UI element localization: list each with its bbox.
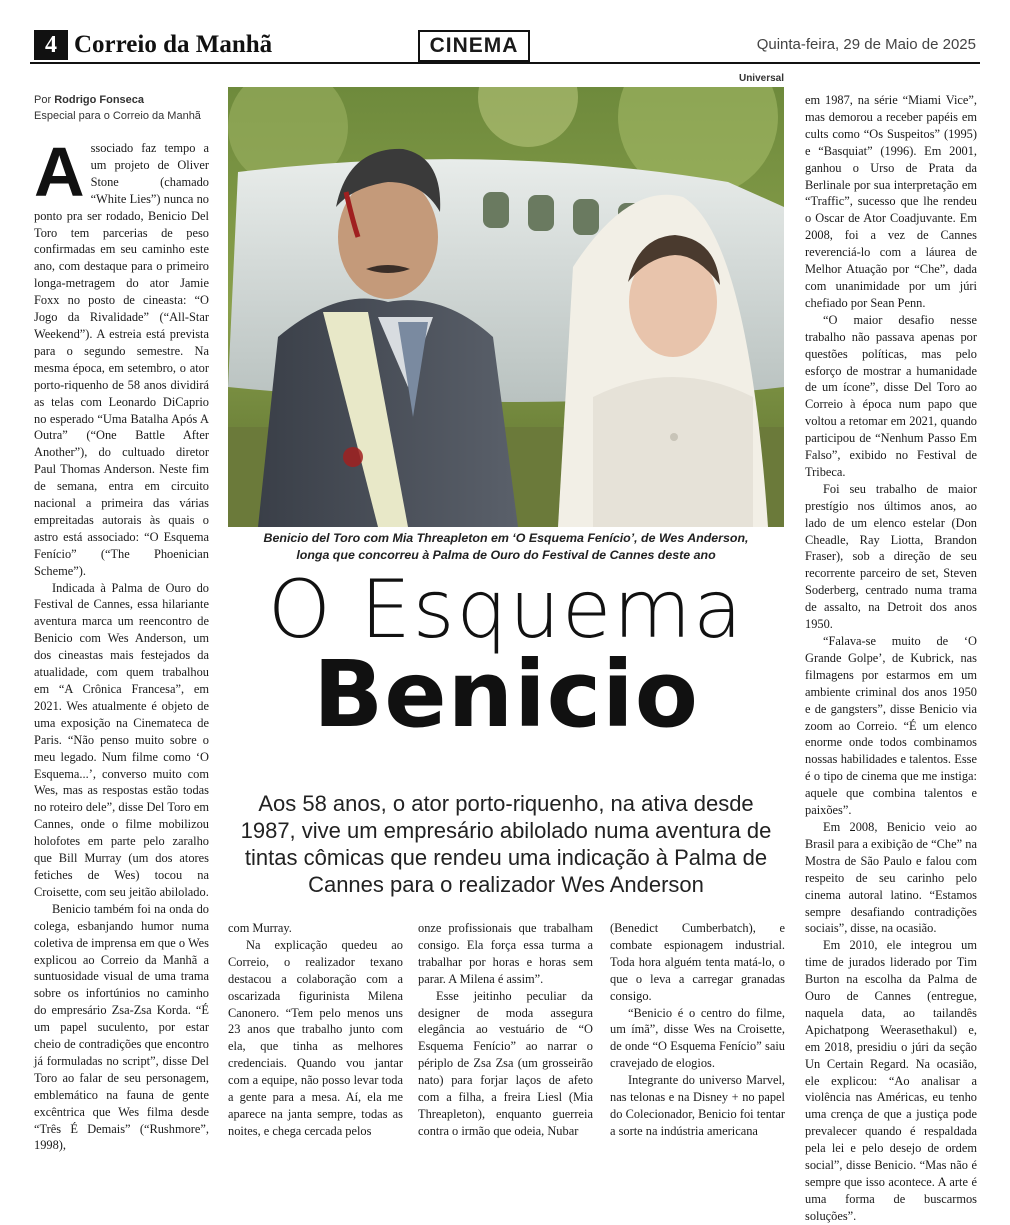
headline-line-2: Benicio	[313, 641, 699, 748]
paragraph: onze profissionais que trabalham consigo. Ela força essa turma a trabalhar por horas e horas sem parar. A Milena é assim”.	[418, 921, 593, 986]
film-still-image	[228, 87, 784, 527]
paragraph: (Benedict Cumberbatch), e combate espionagem industrial. Toda hora alguém tenta matá-lo, o que o leva a carregar granadas consigo.	[610, 921, 785, 1003]
byline-prefix: Por	[34, 94, 55, 106]
paragraph: Em 2008, Benicio veio ao Brasil para a exibição de “Che” na Mostra de São Paulo e falou com respeito de seu carinho pelo cinema autoral latino. “Estamos sempre desafiando contradições sociais”, disse, na ocasião.	[805, 819, 977, 936]
paragraph: Esse jeitinho peculiar da designer de moda assegura elegância ao vestuário de “O Esquema Fenício” ao narrar o périplo de Zsa Zsa (um grosseirão nato) para forjar laços de afeto com a filha, a freira Liesl (Mia Threapleton), enquanto guerreia contra o irmão que odeia, Nubar	[418, 988, 593, 1138]
paragraph: Indicada à Palma de Ouro do Festival de Cannes, essa hilariante aventura marca um reencontro de Benicio com Wes Anderson, um dos cineastas mais festejados da atualidade, com quem trabalhou em “A Crônica Francesa”, em 2021. Wes atualmente é objeto de uma exposição na Cinemateca de Paris. “Não penso muito sobre o meu legado. Num filme como ‘O Esquema...’, converso muito com Wes, mas as respostas estão todas no roteiro dele”, disse Del Toro em Cannes, onde o filme mobilizou holofotes em parte pelo zaralho que Bill Murray (um dos atores fetiches de Wes) tocou na Croisette, com seu jeitão abilolado.	[34, 580, 209, 899]
article-column-4	[610, 920, 785, 1140]
paragraph: em 1987, na série “Miami Vice”, mas demorou a receber papéis em cults como “Os Suspeitos” (1995) e “Basquiat” (1996). Em 2001, ganhou o Urso de Prata da Berlinale por sua interpretação em “Traffic”, sucesso que lhe rendeu o Oscar de Ator Coadjuvante. Em 2008, foi a vez de Cannes reverenciá-lo com a láurea de Melhor Atuação por “Che”, dada com unanimidade por um júri chefiado por Sean Penn.	[805, 93, 977, 310]
byline-author: Rodrigo Fonseca	[54, 94, 145, 106]
article-column-3	[418, 920, 593, 1140]
caption-line: longa que concorreu à Palma de Ouro do Festival de Cannes deste ano	[296, 548, 716, 562]
photo-credit: Universal	[738, 73, 784, 84]
article-column-5	[805, 92, 977, 1225]
page-number: 4	[34, 30, 68, 60]
caption-line: Benicio del Toro com Mia Threapleton em ‘O Esquema Fenício’, de Wes Anderson,	[263, 531, 749, 545]
paragraph: Em 2010, ele integrou um time de jurados liderado por Tim Burton na escolha da Palma de Ouro de Cannes (entregue, naquela data, ao tailandês Apichatpong Weerasethakul) e, em 2018, presidiu o júri da seção Un Certain Regard. Na ocasião, ele explicou: “Ao analisar a violência nas Américas, eu tenho uma crença de que a justiça pode prevalecer quando é respaldada pela lei e pelo desejo de ordem social”, disse Benicio. “Mas não é sempre que isso acontece. A arte é uma forma de buscarmos soluções”.	[805, 938, 977, 1223]
article-photo	[228, 87, 784, 527]
paragraph: com Murray.	[228, 921, 292, 935]
photo-caption	[228, 530, 784, 564]
paragraph: Na explicação quedeu ao Correio, o realizador texano destacou a colaboração com a oscarizada figurinista Milena Canonero. “Tem pelo menos uns 23 anos que trabalho junto com ela, que tinha as melhores credenciais. Quando vou jantar com a equipe, não posso levar toda a gente para a mesa. Aí, ela me aparece na janta sempre, todas as noites, e chega cercada pelos	[228, 937, 403, 1138]
paragraph: “Benicio é o centro do filme, um ímã”, disse Wes na Croisette, de onde “O Esquema Fenício” saiu cravejado de elogios.	[610, 1005, 785, 1071]
headline-subtitle: Aos 58 anos, o ator porto-riquenho, na ativa desde 1987, vive um empresário abilolado numa aventura de tintas cômicas que rendeu uma indicação à Palma de Cannes para o realizador Wes Anderson	[240, 791, 772, 897]
paragraph: Benicio também foi na onda do colega, esbanjando humor numa coletiva de imprensa em que o Wes explicou ao Correio da Manhã a suntuosidade visual de uma trama sobre os infortúnios no caminho do empresário Zsa-Zsa Korda. “É um papel suculento, por estar cheio de contradições que encontro já formuladas no script”, disse Del Toro ao falar de seu personagem, emblemático na fauna de gente excêntrica que Wes filma desde “Três É Demais” (“Rushmore”, 1998),	[34, 901, 209, 1153]
headline-line-1: O Esquema	[267, 563, 745, 656]
article-column-1	[34, 133, 209, 1153]
paragraph	[34, 133, 209, 580]
byline-role: Especial para o Correio da Manhã	[34, 110, 201, 122]
paragraph: “Falava-se muito de ‘O Grande Golpe’, de Kubrick, nas filmagens por estarmos em um ambiente criminal dos anos 1950 e de gangsters”, disse Benicio via zoom ao Correio. “É um elenco enorme onde todos combinamos nossas habilidades e talentos. Esse é o tipo de cinema que me instiga: aquele que combina talentos e paixões”.	[805, 634, 977, 818]
byline	[34, 92, 201, 124]
article-column-2	[228, 920, 403, 1140]
drop-cap: A	[34, 133, 85, 211]
paragraph: Integrante do universo Marvel, nas telonas e na Disney + no papel do Colecionador, Benicio foi tentar a sorte na indústria americana	[610, 1073, 785, 1138]
paragraph: “O maior desafio nesse trabalho não passava apenas por questões políticas, mas pelo esforço de mostrar a humanidade de um ícone”, disse Del Toro ao Correio à época num papo que voltou a retomar em 2021, quando participou de “Nenhum Passo Em Falso”, exibido no Festival de Tribeca.	[805, 312, 977, 479]
newspaper-name: Correio da Manhã	[74, 31, 273, 58]
paragraph-text: ssociado faz tempo a um projeto de Oliver Stone (chamado “White Lies”) nunca no ponto pra ser rodado, Benicio Del Toro tem parcerias de peso confirmadas em seu caminho este ano, com destaque para o primeiro longa-metragem do ator Jamie Foxx no posto de cineasta: “O Jogo da Rivalidade” (“All-Star Weekend”). A estreia está prevista para o segundo semestre. Na mesma época, em setembro, o ator porto-riquenho de 58 anos dividirá as telas com Leonardo DiCaprio no esperado “Uma Batalha Após A Outra” (“One Battle After Another”), do cultuado diretor Paul Thomas Anderson. Neste fim de semana, entra em circuito nacional a primeira das várias empreitadas autorais às quais o astro está associado: “O Esquema Fenício” (“The Phoenician Scheme”).	[34, 141, 209, 578]
section-label: CINEMA	[418, 30, 530, 62]
issue-date: Quinta-feira, 29 de Maio de 2025	[756, 36, 976, 53]
header-rule	[30, 62, 980, 64]
paragraph: Foi seu trabalho de maior prestígio nos últimos anos, ao lado de um elenco estelar (Don Cheadle, Ray Liotta, Brandon Fraser), sob a direção de seu recorrente parceiro de set, Steven Soderberg, centrado numa trama de assalto, na Detroit dos anos 1950.	[805, 481, 977, 632]
